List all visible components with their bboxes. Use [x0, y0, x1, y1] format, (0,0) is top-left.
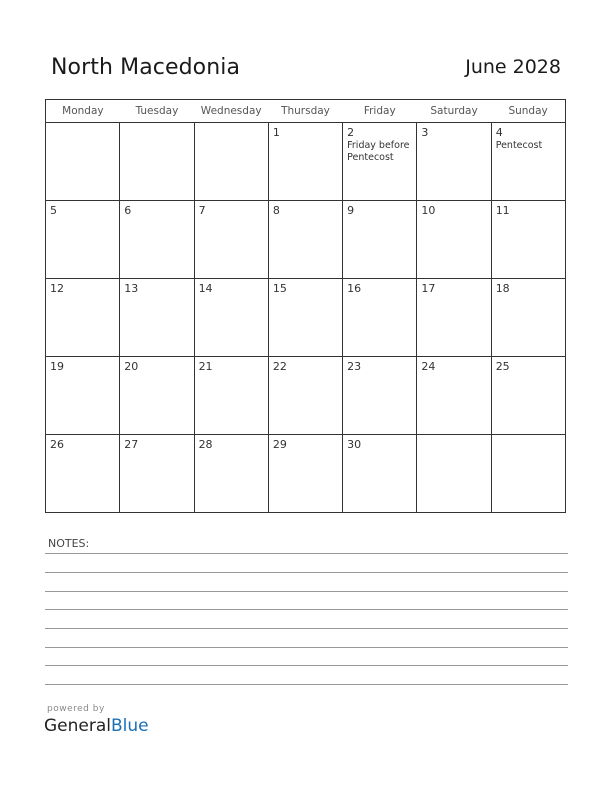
month-year-title: June 2028 [465, 56, 561, 78]
note-line [45, 609, 568, 610]
calendar-day-cell [343, 279, 417, 357]
calendar-day-cell [491, 279, 565, 357]
day-number: 7 [198, 204, 206, 217]
calendar-day-cell [268, 435, 342, 513]
weekday-saturday: Saturday [417, 100, 491, 123]
calendar-day-cell [343, 435, 417, 513]
calendar-day-cell [343, 123, 417, 201]
calendar-day-cell [417, 201, 491, 279]
holiday-label: Friday before Pentecost [347, 140, 410, 163]
day-number: 22 [272, 360, 287, 373]
day-number: 23 [347, 360, 362, 373]
calendar-day-cell [268, 123, 342, 201]
calendar-day-cell [120, 279, 194, 357]
calendar-day-cell [194, 123, 268, 201]
brand-general: General [44, 716, 111, 736]
day-number: 20 [124, 360, 139, 373]
weekday-monday: Monday [46, 100, 120, 123]
calendar-day-cell [46, 123, 120, 201]
day-number: 14 [198, 282, 213, 295]
calendar-week-row [46, 123, 566, 201]
note-line [45, 553, 568, 554]
day-number: 21 [198, 360, 213, 373]
calendar-day-cell [46, 435, 120, 513]
day-number: 24 [421, 360, 436, 373]
brand-blue: Blue [111, 716, 149, 736]
calendar-day-cell [491, 123, 565, 201]
notes-label: NOTES: [48, 537, 90, 550]
calendar-day-cell [194, 201, 268, 279]
day-number: 30 [347, 438, 362, 451]
calendar-day-cell [417, 279, 491, 357]
calendar-day-cell [491, 357, 565, 435]
note-line [45, 591, 568, 592]
calendar-day-cell [417, 435, 491, 513]
day-number: 6 [124, 204, 132, 217]
calendar-day-cell [120, 357, 194, 435]
note-line [45, 572, 568, 573]
day-number: 10 [421, 204, 436, 217]
calendar-day-cell [417, 123, 491, 201]
weekday-tuesday: Tuesday [120, 100, 194, 123]
day-number: 25 [495, 360, 510, 373]
day-number: 29 [272, 438, 287, 451]
calendar-day-cell [120, 435, 194, 513]
day-number: 1 [272, 126, 280, 139]
day-number: 26 [50, 438, 64, 451]
weekday-header-row [46, 100, 566, 123]
calendar-day-cell [120, 123, 194, 201]
day-number: 16 [347, 282, 362, 295]
day-number: 18 [495, 282, 510, 295]
calendar-week-row [46, 435, 566, 513]
country-title: North Macedonia [51, 55, 241, 80]
calendar-day-cell [268, 357, 342, 435]
calendar-day-cell [491, 201, 565, 279]
calendar-day-cell [120, 201, 194, 279]
note-line [45, 647, 568, 648]
weekday-friday: Friday [343, 100, 417, 123]
calendar-week-row [46, 279, 566, 357]
calendar-day-cell [343, 357, 417, 435]
powered-by-text: powered by [47, 704, 105, 714]
day-number: 12 [50, 282, 64, 295]
calendar-day-cell [417, 357, 491, 435]
note-line [45, 628, 568, 629]
calendar-week-row [46, 357, 566, 435]
day-number: 8 [272, 204, 280, 217]
calendar-day-cell [194, 279, 268, 357]
weekday-wednesday: Wednesday [194, 100, 268, 123]
calendar-day-cell [194, 435, 268, 513]
note-line [45, 665, 568, 666]
day-number: 15 [272, 282, 287, 295]
day-number: 4 [495, 126, 503, 139]
calendar-day-cell [46, 279, 120, 357]
day-number: 5 [50, 204, 57, 217]
calendar-day-cell [343, 201, 417, 279]
calendar-grid [45, 99, 566, 513]
calendar-day-cell [268, 201, 342, 279]
day-number: 9 [347, 204, 355, 217]
calendar-day-cell [268, 279, 342, 357]
weekday-sunday: Sunday [491, 100, 565, 123]
calendar-day-cell [46, 357, 120, 435]
calendar-week-row [46, 201, 566, 279]
generalblue-logo [44, 716, 149, 736]
day-number: 11 [495, 204, 510, 217]
day-number: 17 [421, 282, 436, 295]
day-number: 3 [421, 126, 429, 139]
note-line [45, 684, 568, 685]
weekday-thursday: Thursday [268, 100, 342, 123]
day-number: 2 [347, 126, 355, 139]
calendar-day-cell [194, 357, 268, 435]
day-number: 27 [124, 438, 139, 451]
day-number: 28 [198, 438, 213, 451]
day-number: 13 [124, 282, 139, 295]
calendar-day-cell [491, 435, 565, 513]
holiday-label: Pentecost [495, 140, 543, 151]
calendar-day-cell [46, 201, 120, 279]
day-number: 19 [50, 360, 64, 373]
